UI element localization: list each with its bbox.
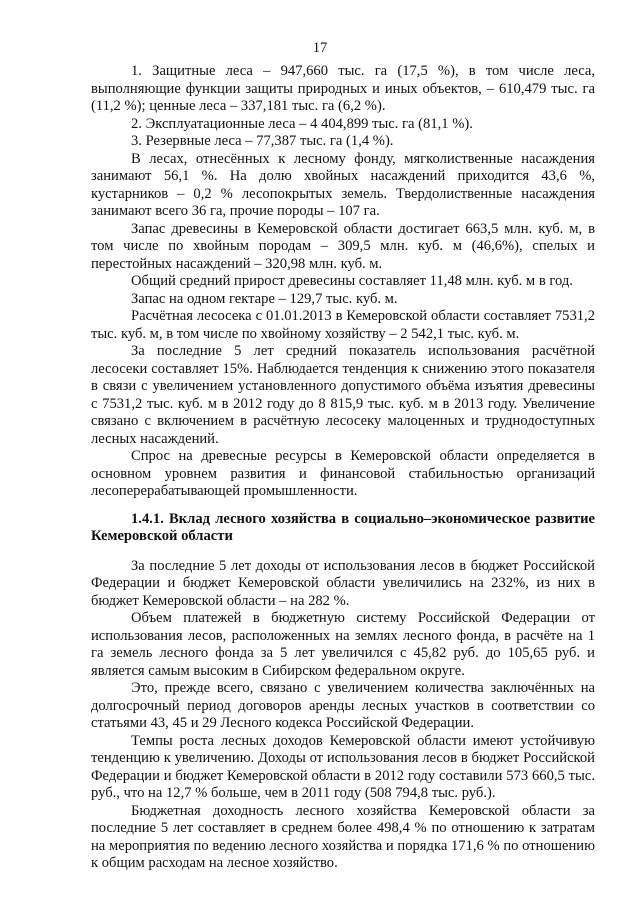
page-number: 17	[312, 40, 328, 56]
document-body	[91, 63, 595, 873]
paragraph: Темпы роста лесных доходов Кемеровской области имеют устойчивую тенденцию к увеличению. Доходы от использования лесов в бюджет Российской Федерации и бюджет Кемеровской области в 2012 году составили 573 660,5 тыс. руб., что на 12,7 % больше, чем в 2011 году (508 794,8 тыс. руб.).	[91, 732, 595, 801]
paragraph: Расчётная лесосека с 01.01.2013 в Кемеровской области составляет 7531,2 тыс. куб. м, в том числе по хвойному хозяйству – 2 542,1 тыс. куб. м.	[91, 308, 595, 342]
paragraph: Бюджетная доходность лесного хозяйства Кемеровской области за последние 5 лет составляет в среднем более 498,4 % по отношению к затратам на мероприятия по ведению лесного хозяйства и порядка 171,6 % по отношению к общим расходам на лесное хозяйство.	[91, 802, 595, 871]
paragraph: Запас древесины в Кемеровской области достигает 663,5 млн. куб. м, в том числе по хвойным породам – 309,5 млн. куб. м (46,6%), спелых и перестойных насаждений – 320,98 млн. куб. м.	[91, 220, 595, 272]
paragraph: За последние 5 лет доходы от использования лесов в бюджет Российской Федерации и бюджет Кемеровской области увеличились на 232%, из них в бюджет Кемеровской области – на 282 %.	[91, 557, 595, 609]
paragraph: 2. Эксплуатационные леса – 4 404,899 тыс. га (81,1 %).	[131, 115, 473, 132]
paragraph: 3. Резервные леса – 77,387 тыс. га (1,4 %).	[131, 133, 394, 149]
paragraph: Запас на одном гектаре – 129,7 тыс. куб. м.	[131, 290, 398, 307]
paragraph: Спрос на древесные ресурсы в Кемеровской области определяется в основном уровнем развития и финансовой стабильностью организаций лесоперерабатывающей промышленности.	[91, 448, 595, 499]
paragraph: 1. Защитные леса – 947,660 тыс. га (17,5 %), в том числе леса, выполняющие функции защиты природных и иных объектов, – 610,479 тыс. га (11,2 %); ценные леса – 337,181 тыс. га (6,2 %).	[91, 63, 595, 114]
paragraph: Объем платежей в бюджетную систему Российской Федерации от использования лесов, расположенных на землях лесного фонда, в расчёте на 1 га земель лесного фонда за 5 лет увеличился с 45,82 руб. до 105,65 руб. и является самым высоким в Сибирском федеральном округе.	[91, 610, 595, 679]
paragraph: Это, прежде всего, связано с увеличением количества заключённых на долгосрочный период договоров аренды лесных участков в соответствии со статьями 43, 45 и 29 Лесного кодекса Российской Федерации.	[91, 680, 595, 731]
paragraph: За последние 5 лет средний показатель использования расчётной лесосеки составляет 15%. Наблюдается тенденция к снижению этого показателя в связи с увеличением установленного допустимого объёма изъятия древесины с 7531,2 тыс. куб. м в 2012 году до 8 815,9 тыс. куб. м в 2013 году. Увеличение связано с включением в расчётную лесосеку малоценных и труднодоступных лесных насаждений.	[91, 343, 595, 447]
paragraph: Общий средний прирост древесины составляет 11,48 млн. куб. м в год.	[131, 273, 573, 289]
paragraph: В лесах, отнесённых к лесному фонду, мягколиственные насаждения занимают 56,1 %. На долю хвойных насаждений приходится 43,6 %, кустарников – 0,2 % лесопокрытых земель. Твердолиственные насаждения занимают всего 36 га, прочие породы – 107 га.	[91, 150, 595, 219]
section-heading: 1.4.1. Вклад лесного хозяйства в социально–экономическое развитие Кемеровской области	[91, 510, 595, 544]
